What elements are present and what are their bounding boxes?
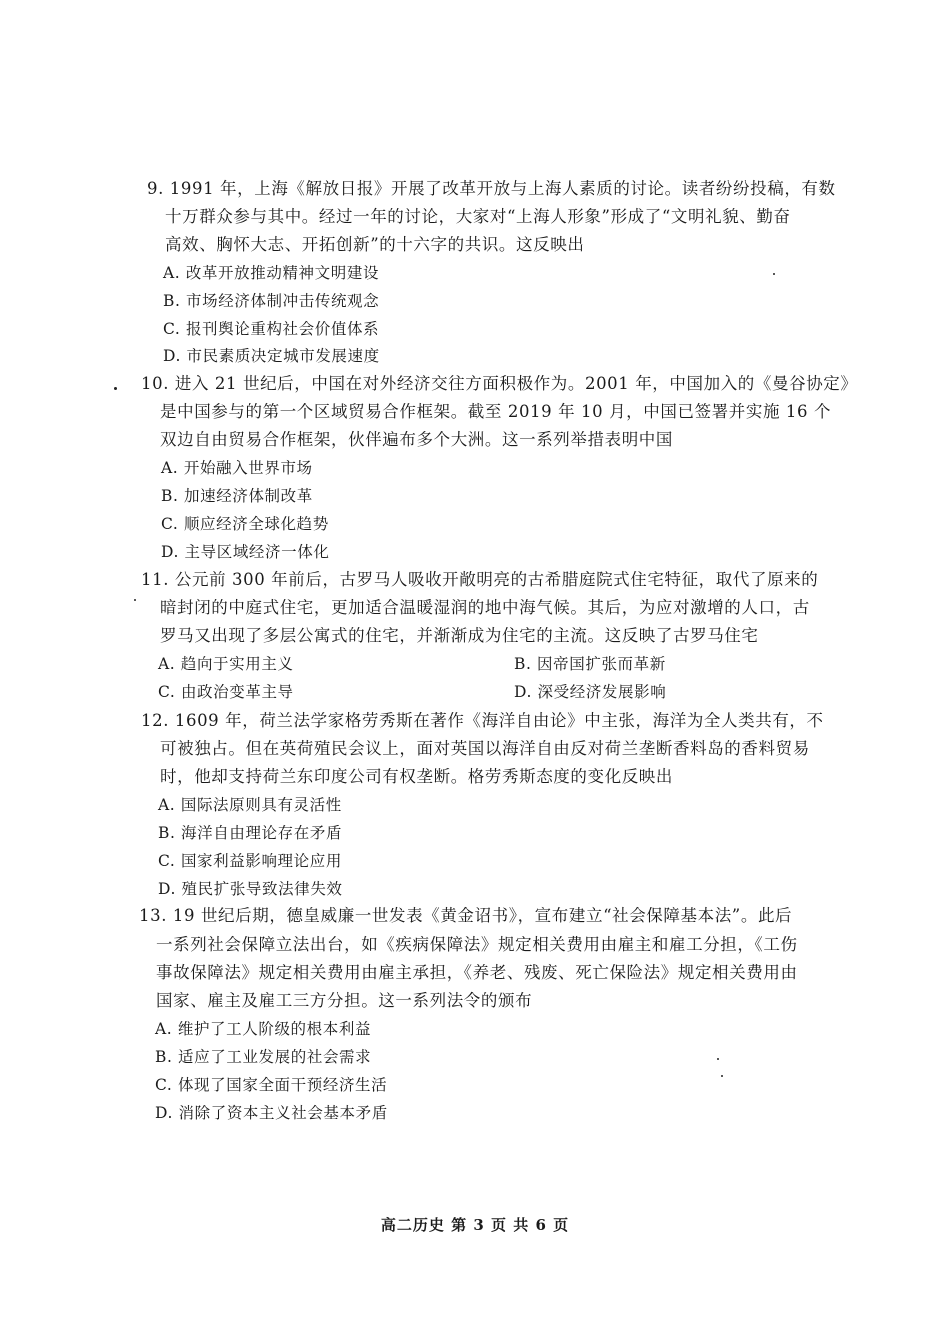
question-stem-line: 高效、胸怀大志、开拓创新”的十六字的共识。这反映出: [165, 235, 585, 254]
option-d: D. 消除了资本主义社会基本矛盾: [155, 1104, 388, 1122]
question-stem-line: 时，他却支持荷兰东印度公司有权垄断。格劳秀斯态度的变化反映出: [160, 767, 673, 786]
option-b: B. 适应了工业发展的社会需求: [155, 1048, 372, 1066]
question-stem-line: 12. 1609 年，荷兰法学家格劳秀斯在著作《海洋自由论》中主张，海洋为全人类共有，不: [141, 711, 824, 730]
page-footer: 高二历史 第 3 页 共 6 页: [380, 1216, 570, 1234]
question-stem-line: 暗封闭的中庭式住宅，更加适合温暖湿润的地中海气候。其后，为应对激增的人口，古: [160, 598, 810, 617]
option-b: B. 市场经济体制冲击传统观念: [163, 292, 380, 310]
option-b: B. 加速经济体制改革: [161, 487, 313, 505]
option-a: A. 改革开放推动精神文明建设: [163, 264, 380, 282]
scan-speck: [717, 1058, 719, 1060]
option-a: A. 趋向于实用主义: [158, 655, 294, 673]
option-b: B. 因帝国扩张而革新: [514, 655, 666, 673]
question-stem-line: 13. 19 世纪后期，德皇威廉一世发表《黄金诏书》，宣布建立“社会保障基本法”。此后: [139, 906, 793, 925]
question-stem-line: 一系列社会保障立法出台，如《疾病保障法》规定相关费用由雇主和雇工分担，《工伤: [156, 935, 798, 954]
scan-speck: [134, 599, 136, 601]
question-stem-line: 国家、雇主及雇工三方分担。这一系列法令的颁布: [156, 991, 533, 1010]
scan-speck: [721, 1075, 723, 1077]
option-c: C. 报刊舆论重构社会价值体系: [163, 320, 380, 338]
question-stem-line: 10. 进入 21 世纪后，中国在对外经济交往方面积极作为。2001 年，中国加入的《曼谷协定》: [141, 374, 858, 393]
question-stem-line: 可被独占。但在英荷殖民会议上，面对英国以海洋自由反对荷兰垄断香料岛的香料贸易: [160, 739, 810, 758]
option-c: C. 由政治变革主导: [158, 683, 294, 701]
option-c: C. 国家利益影响理论应用: [158, 852, 342, 870]
question-stem-line: 9. 1991 年，上海《解放日报》开展了改革开放与上海人素质的讨论。读者纷纷投稿，有数: [147, 179, 836, 198]
question-stem-line: 十万群众参与其中。经过一年的讨论，大家对“上海人形象”形成了“文明礼貌、勤奋: [165, 207, 791, 226]
option-a: A. 维护了工人阶级的根本利益: [155, 1020, 372, 1038]
option-a: A. 国际法原则具有灵活性: [158, 796, 342, 814]
question-stem-line: 双边自由贸易合作框架，伙伴遍布多个大洲。这一系列举措表明中国: [160, 430, 673, 449]
option-b: B. 海洋自由理论存在矛盾: [158, 824, 343, 842]
scan-speck: [773, 273, 775, 275]
question-stem-line: 是中国参与的第一个区域贸易合作框架。截至 2019 年 10 月，中国已签署并实施 16 个: [160, 402, 832, 421]
option-d: D. 主导区域经济一体化: [161, 543, 330, 561]
question-stem-line: 11. 公元前 300 年前后，古罗马人吸收开敞明亮的古希腊庭院式住宅特征，取代了原来的: [141, 570, 819, 589]
option-d: D. 深受经济发展影响: [514, 683, 667, 701]
option-d: D. 市民素质决定城市发展速度: [163, 347, 380, 365]
scan-speck: [114, 387, 117, 390]
option-c: C. 体现了国家全面干预经济生活: [155, 1076, 388, 1094]
option-a: A. 开始融入世界市场: [161, 459, 313, 477]
option-c: C. 顺应经济全球化趋势: [161, 515, 329, 533]
option-d: D. 殖民扩张导致法律失效: [158, 880, 343, 898]
question-stem-line: 事故保障法》规定相关费用由雇主承担，《养老、残废、死亡保险法》规定相关费用由: [156, 963, 798, 982]
question-stem-line: 罗马又出现了多层公寓式的住宅，并渐渐成为住宅的主流。这反映了古罗马住宅: [160, 626, 759, 645]
